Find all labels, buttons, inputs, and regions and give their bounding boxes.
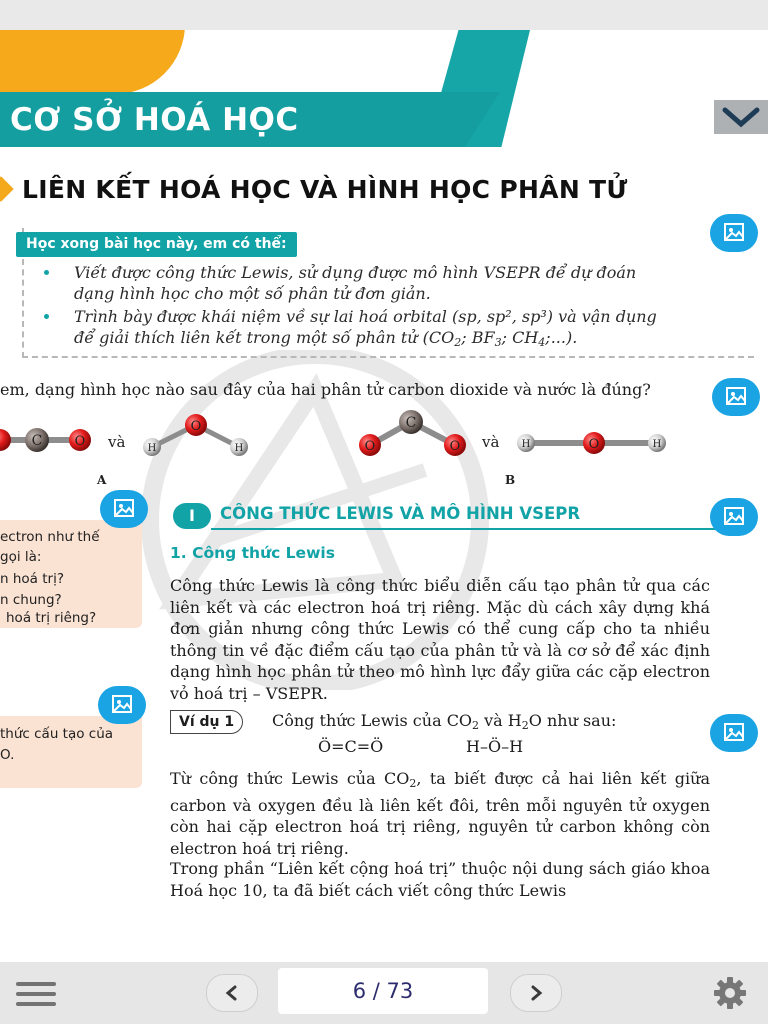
section-number-badge: I bbox=[173, 503, 211, 529]
svg-text:O: O bbox=[190, 419, 202, 434]
molecule-illustrations bbox=[0, 400, 768, 490]
sidebar-task-box: thức cấu tạo của O. bbox=[0, 716, 142, 788]
example-label: Ví dụ 1 bbox=[170, 710, 243, 734]
textbook-page[interactable] bbox=[0, 30, 768, 962]
conjunction-label: và bbox=[482, 433, 500, 451]
list-item: Viết được công thức Lewis, sử dụng được mô hình VSEPR để dự đoán dạng hình học cho một số phân tử đơn giản. bbox=[40, 262, 730, 304]
section-underline bbox=[211, 528, 731, 530]
page-indicator[interactable]: 6 / 73 bbox=[278, 968, 488, 1014]
chevron-down-icon bbox=[722, 104, 760, 130]
media-button[interactable] bbox=[710, 214, 758, 252]
menu-icon bbox=[16, 982, 56, 986]
sidebar-question-box: ectron như thế gọi là: n hoá trị? n chung? hoá trị riêng? bbox=[0, 520, 142, 628]
media-button[interactable] bbox=[98, 686, 146, 724]
molecule-h2o-bent bbox=[143, 414, 248, 456]
svg-text:H: H bbox=[234, 443, 244, 454]
gear-icon bbox=[712, 975, 748, 1011]
media-button[interactable] bbox=[710, 714, 758, 752]
objectives-list bbox=[40, 262, 730, 355]
media-button[interactable] bbox=[712, 378, 760, 416]
image-icon bbox=[726, 386, 746, 406]
svg-text:H: H bbox=[147, 443, 157, 454]
header-banner-accent bbox=[0, 30, 185, 94]
molecule-co2-bent bbox=[359, 410, 466, 456]
conjunction-label: và bbox=[108, 433, 126, 451]
paragraph-lewis-reference: Trong phần “Liên kết cộng hoá trị” thuộc nội dung sách giáo khoa Hoá học 10, ta đã biết cách viết công thức Lewis bbox=[170, 859, 710, 900]
image-icon bbox=[724, 722, 744, 742]
list-item: Trình bày được khái niệm về sự lai hoá orbital (sp, sp², sp³) và vận dụng để giải thích liên kết trong một số phân tử ($CO_2$; $BF_3$; $CH_4$;...). bbox=[40, 306, 730, 353]
bullet-icon bbox=[44, 314, 49, 319]
media-button[interactable] bbox=[100, 490, 148, 528]
svg-text:O: O bbox=[364, 439, 376, 454]
svg-text:O: O bbox=[449, 439, 461, 454]
lesson-marker bbox=[0, 176, 14, 201]
question-text: em, dạng hình học nào sau đây của hai phân tử carbon dioxide và nước là đúng? bbox=[0, 380, 651, 399]
menu-button[interactable] bbox=[16, 982, 56, 1006]
media-button[interactable] bbox=[710, 498, 758, 536]
collapse-toggle-button[interactable] bbox=[714, 100, 768, 134]
svg-text:O: O bbox=[588, 437, 600, 452]
lesson-title: LIÊN KẾT HOÁ HỌC VÀ HÌNH HỌC PHÂN TỬ bbox=[22, 175, 628, 204]
image-icon bbox=[114, 498, 134, 518]
example-text: Công thức Lewis của $CO_2$ và $H_2O$ như sau: bbox=[272, 711, 617, 732]
section-title: CÔNG THỨC LEWIS VÀ MÔ HÌNH VSEPR bbox=[220, 504, 581, 523]
option-a-label: A bbox=[97, 473, 107, 487]
molecule-h2o-linear bbox=[517, 432, 666, 454]
chevron-left-icon bbox=[224, 985, 240, 1001]
subsection-title: 1. Công thức Lewis bbox=[170, 544, 335, 562]
status-strip bbox=[0, 0, 768, 30]
objectives-label: Học xong bài học này, em có thể: bbox=[16, 232, 297, 257]
bottom-navigation-bar bbox=[0, 962, 768, 1024]
paragraph-lewis-definition: Công thức Lewis là công thức biểu diễn cấu tạo phân tử qua các liên kết và các electron hoá trị riêng. Mặc dù cách xây dựng khá đơn giản nhưng công thức Lewis có thể cung cấp cho ta nhiều thông tin về đặc điểm cấu tạo của phân tử và là cơ sở để xác định dạng hình học phân tử theo mô hình lực đẩy giữa các cặp electron vỏ hoá trị – VSEPR. bbox=[170, 576, 710, 703]
molecule-co2-linear bbox=[0, 428, 91, 452]
svg-text:O: O bbox=[74, 434, 86, 449]
chevron-right-icon bbox=[528, 985, 544, 1001]
svg-text:C: C bbox=[405, 415, 417, 431]
svg-text:C: C bbox=[31, 433, 43, 449]
svg-text:H: H bbox=[521, 439, 531, 450]
previous-page-button[interactable] bbox=[206, 974, 258, 1012]
bullet-icon bbox=[44, 270, 49, 275]
image-icon bbox=[112, 694, 132, 714]
image-icon bbox=[724, 222, 744, 242]
svg-text:H: H bbox=[652, 439, 662, 450]
settings-button[interactable] bbox=[712, 975, 748, 1011]
paragraph-co2-explanation: Từ công thức Lewis của $CO_2$, ta biết được cả hai liên kết giữa carbon và oxygen đều là liên kết đôi, trên mỗi nguyên tử oxygen còn hai cặp electron hoá trị riêng, nguyên tử carbon không còn electron hoá trị riêng. bbox=[170, 769, 711, 858]
option-b-label: B bbox=[505, 473, 516, 487]
lewis-formula-h2o: H–Ö–H bbox=[466, 737, 524, 756]
next-page-button[interactable] bbox=[510, 974, 562, 1012]
lewis-formula-co2: Ö=C=Ö bbox=[318, 737, 384, 756]
chapter-title: CƠ SỞ HOÁ HỌC bbox=[10, 102, 299, 138]
image-icon bbox=[724, 506, 744, 526]
